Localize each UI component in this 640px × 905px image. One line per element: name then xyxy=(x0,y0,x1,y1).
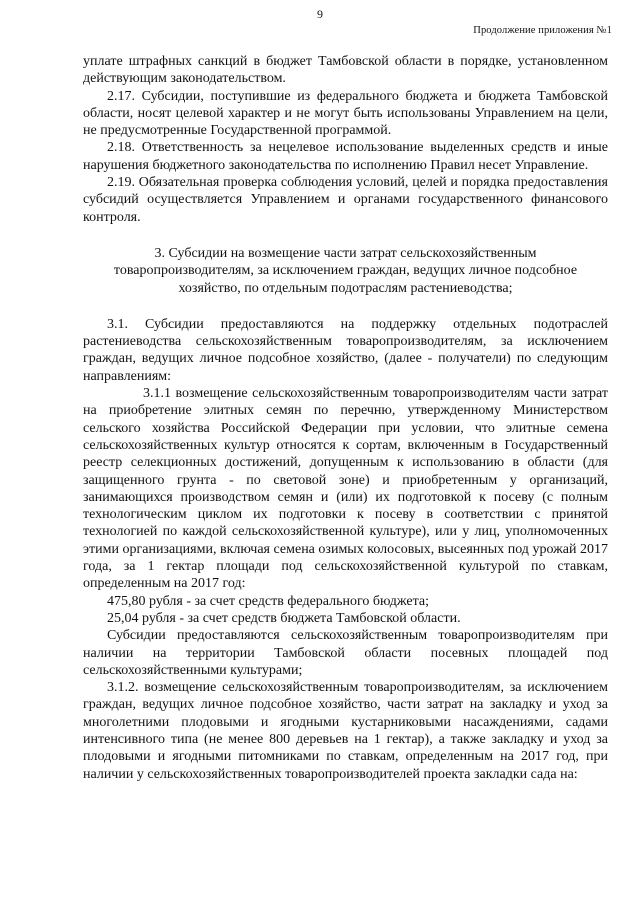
paragraph-2-17: 2.17. Субсидии, поступившие из федерального бюджета и бюджета Тамбовской области, носят целевой характер и не могут быть использованы Управлением на цели, не предусмотренные Государственной программой. xyxy=(83,88,608,139)
paragraph-penalties: уплате штрафных санкций в бюджет Тамбовской области в порядке, установленном действующим законодательством. xyxy=(83,54,608,87)
rate-federal: 475,80 рубля - за счет средств федерального бюджета; xyxy=(107,593,429,609)
paragraph-subsidy-condition: Субсидии предоставляются сельскохозяйственным товаропроизводителям при наличии на территории Тамбовской области посевных площадей под сельскохозяйственными культурами; xyxy=(83,628,608,678)
paragraph-2-19: 2.19. Обязательная проверка соблюдения условий, целей и порядка предоставления субсидий осуществляется Управлением и органами государственного финансового контроля. xyxy=(83,175,608,225)
page-number: 9 xyxy=(317,7,323,21)
paragraph-3-1: 3.1. Субсидии предоставляются на поддержку отдельных подотраслей растениеводства сельскохозяйственным товаропроизводителям, за исключением граждан, ведущих личное подсобное хозяйство, (далее - получатели) по следующим направлениям: xyxy=(83,316,608,384)
section-3-heading: 3. Субсидии на возмещение части затрат сельскохозяйственным товаропроизводителям, за исключением граждан, ведущих личное подсобное хозяйство, по отдельным подотраслям растениеводства; xyxy=(113,245,578,296)
paragraph-3-1-1: 3.1.1 возмещение сельскохозяйственным товаропроизводителям части затрат на приобретение элитных семян по перечню, утвержденному Министерством сельского хозяйства Российской Федерации при условии, что элитные семена сельскохозяйственных культур относятся к сортам, включенным в Государственный реестр селекционных достижений, допущенным к использованию в области (для защищенного грунта - по световой зоне) и приобретенным у организаций, занимающихся производством семян и (или) их подготовкой к посеву (с полным технологическим циклом их подготовки к посеву в соответствии с принятой технологией по каждой сельскохозяйственной культуре), или у лиц, уполномоченных этими организациями, включая семена озимых колосовых, высеянных под урожай 2017 года, за 1 гектар площади под сельскохозяйственной культурой по ставкам, определенным на 2017 год: xyxy=(83,386,608,592)
rate-regional: 25,04 рубля - за счет средств бюджета Тамбовской области. xyxy=(107,610,461,626)
continuation-label: Продолжение приложения №1 xyxy=(473,25,612,36)
paragraph-2-18: 2.18. Ответственность за нецелевое использование выделенных средств и иные нарушения бюджетного законодательства по исполнению Правил несет Управление. xyxy=(83,140,608,173)
paragraph-3-1-2: 3.1.2. возмещение сельскохозяйственным товаропроизводителям, за исключением граждан, ведущих личное подсобное хозяйство, части затрат на закладку и уход за многолетними плодовыми и ягодными кустарниковыми насаждениями, садами интенсивного типа (не менее 800 деревьев на 1 гектар), а также закладку и уход за плодовыми и ягодными питомниками по ставкам, определенным на 2017 год, при наличии у сельскохозяйственных товаропроизводителей проекта закладки сада на: xyxy=(83,680,608,782)
document-body xyxy=(83,53,608,783)
